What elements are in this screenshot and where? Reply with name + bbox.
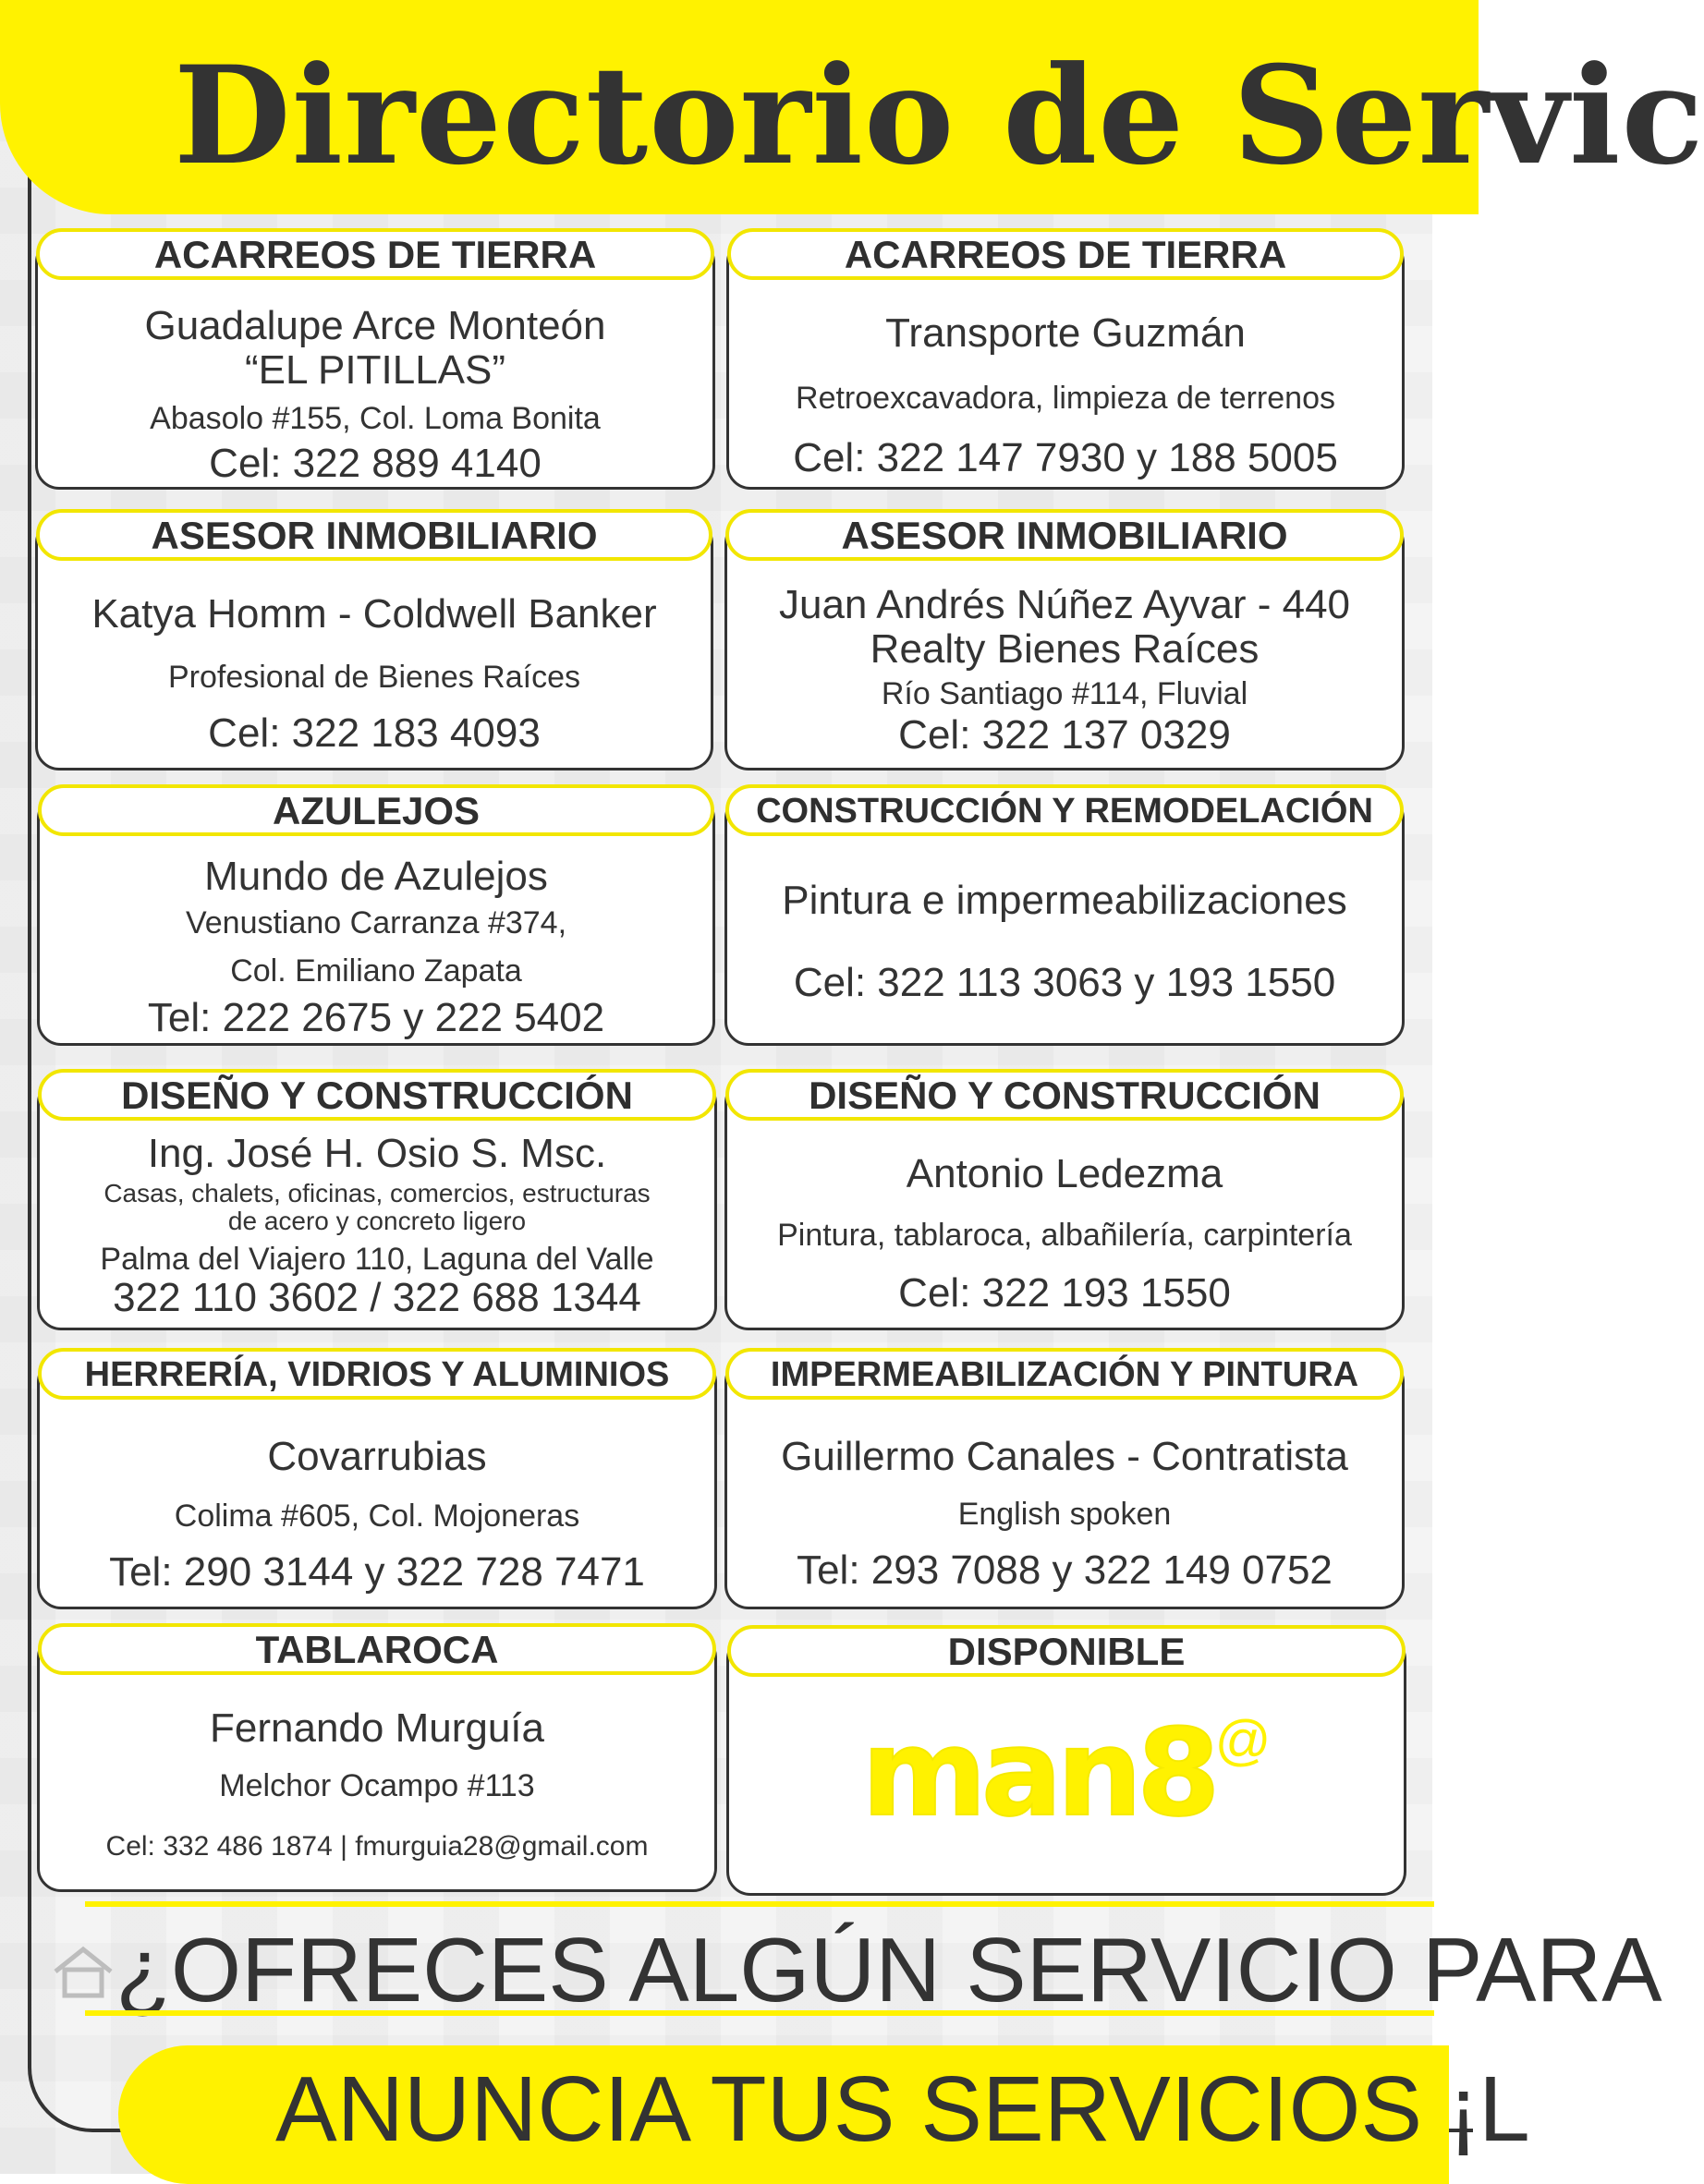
listing-card	[35, 514, 713, 770]
listing-category: ASESOR INMOBILIARIO	[36, 509, 712, 561]
listing-nickname: “EL PITILLAS”	[244, 347, 506, 393]
offer-bottom-divider	[85, 2010, 1434, 2016]
house-icon	[51, 1944, 116, 1999]
listing-body	[40, 1124, 714, 1328]
header-banner	[0, 0, 1704, 214]
listing-card	[37, 789, 715, 1046]
listing-phone: Cel: 322 193 1550	[898, 1270, 1231, 1316]
listing-category: TABLAROCA	[38, 1623, 716, 1675]
listing-body	[727, 840, 1402, 1043]
listing-name: Antonio Ledezma	[906, 1151, 1223, 1196]
listing-phone: Tel: 293 7088 y 322 149 0752	[797, 1547, 1333, 1593]
listing-phone: 322 110 3602 / 322 688 1344	[113, 1275, 641, 1320]
listing-description: Casas, chalets, oficinas, comercios, estructuras	[103, 1179, 651, 1207]
at-sign-icon: @	[1214, 1709, 1272, 1771]
listing-name: Katya Homm - Coldwell Banker	[91, 591, 657, 637]
listing-contact: Cel: 332 486 1874 | fmurguia28@gmail.com	[105, 1831, 649, 1862]
listing-phone: Cel: 322 147 7930 y 188 5005	[793, 435, 1338, 480]
listing-phone: Tel: 290 3144 y 322 728 7471	[109, 1549, 645, 1595]
listing-address: Melchor Ocampo #113	[219, 1768, 535, 1803]
listing-name: Ing. José H. Osio S. Msc.	[147, 1131, 607, 1176]
listing-category: AZULEJOS	[38, 784, 714, 836]
listing-name: Juan Andrés Núñez Ayvar - 440	[778, 582, 1351, 627]
listing-description-line2: de acero y concreto ligero	[227, 1207, 527, 1235]
listing-body	[40, 1679, 714, 1889]
listing-body	[40, 1403, 714, 1607]
offer-question: ¿OFRECES ALGÚN SERVICIO PARA	[116, 1919, 1662, 2020]
brand-logo-text: man8	[861, 1703, 1215, 1843]
listing-card	[37, 1074, 717, 1330]
listing-card	[726, 233, 1405, 490]
listing-category: ASESOR INMOBILIARIO	[725, 509, 1404, 561]
listing-body	[40, 840, 712, 1043]
listing-description: Retroexcavadora, limpieza de terrenos	[796, 381, 1335, 416]
listing-category: ACARREOS DE TIERRA	[727, 228, 1404, 280]
available-label: DISPONIBLE	[727, 1625, 1406, 1677]
listing-phone: Cel: 322 113 3063 y 193 1550	[793, 960, 1336, 1005]
listing-description: English spoken	[957, 1497, 1172, 1532]
listing-card	[37, 1628, 717, 1892]
listing-card	[724, 514, 1405, 770]
listing-name: Guadalupe Arce Monteón	[144, 303, 606, 348]
listing-category: DISEÑO Y CONSTRUCCIÓN	[725, 1069, 1404, 1121]
available-body	[729, 1680, 1404, 1893]
listing-card	[35, 233, 715, 490]
listing-category: HERRERÍA, VIDRIOS Y ALUMINIOS	[38, 1348, 716, 1400]
listing-body	[727, 564, 1402, 768]
listing-card	[724, 1355, 1405, 1609]
available-card	[726, 1630, 1406, 1896]
listing-card	[724, 1074, 1405, 1330]
listing-phone: Cel: 322 137 0329	[898, 712, 1231, 758]
cta-banner	[118, 2045, 1530, 2184]
listing-name: Covarrubias	[267, 1434, 487, 1479]
listing-address: Río Santiago #114, Fluvial	[881, 676, 1248, 711]
listing-phone: Cel: 322 183 4093	[208, 710, 541, 756]
listing-address-line2: Col. Emiliano Zapata	[230, 953, 522, 989]
brand-logo	[729, 1703, 1404, 1843]
listing-body	[38, 564, 711, 768]
listing-name: Transporte Guzmán	[885, 310, 1246, 356]
page-title: Directorio de Servic	[174, 37, 1704, 195]
listing-address: Abasolo #155, Col. Loma Bonita	[150, 401, 601, 436]
listing-body	[38, 284, 712, 487]
listing-name: Mundo de Azulejos	[204, 854, 548, 899]
listing-card	[724, 792, 1405, 1046]
listing-address: Venustiano Carranza #374,	[185, 905, 567, 940]
listing-name: Guillermo Canales - Contratista	[781, 1434, 1348, 1479]
listing-description: Pintura, tablaroca, albañilería, carpintería	[777, 1218, 1352, 1253]
offer-top-divider	[85, 1901, 1434, 1907]
listing-card	[37, 1355, 717, 1609]
listing-category: DISEÑO Y CONSTRUCCIÓN	[38, 1069, 716, 1121]
listing-category: ACARREOS DE TIERRA	[36, 228, 714, 280]
cta-text: ANUNCIA TUS SERVICIOS ¡L	[275, 2057, 1530, 2161]
listing-description: Pintura e impermeabilizaciones	[782, 878, 1347, 923]
listing-description: Profesional de Bienes Raíces	[167, 660, 581, 695]
listing-body	[727, 1124, 1402, 1328]
listing-category: CONSTRUCCIÓN Y REMODELACIÓN	[725, 784, 1404, 836]
listing-body	[729, 284, 1402, 487]
listing-company: Realty Bienes Raíces	[870, 626, 1260, 672]
listing-address: Palma del Viajero 110, Laguna del Valle	[100, 1242, 654, 1277]
listing-phone: Tel: 222 2675 y 222 5402	[147, 995, 605, 1040]
listing-category: IMPERMEABILIZACIÓN Y PINTURA	[725, 1348, 1404, 1400]
listing-address: Colima #605, Col. Mojoneras	[174, 1498, 580, 1534]
listing-phone: Cel: 322 889 4140	[209, 441, 542, 486]
listing-name: Fernando Murguía	[210, 1705, 544, 1751]
listing-body	[727, 1403, 1402, 1607]
